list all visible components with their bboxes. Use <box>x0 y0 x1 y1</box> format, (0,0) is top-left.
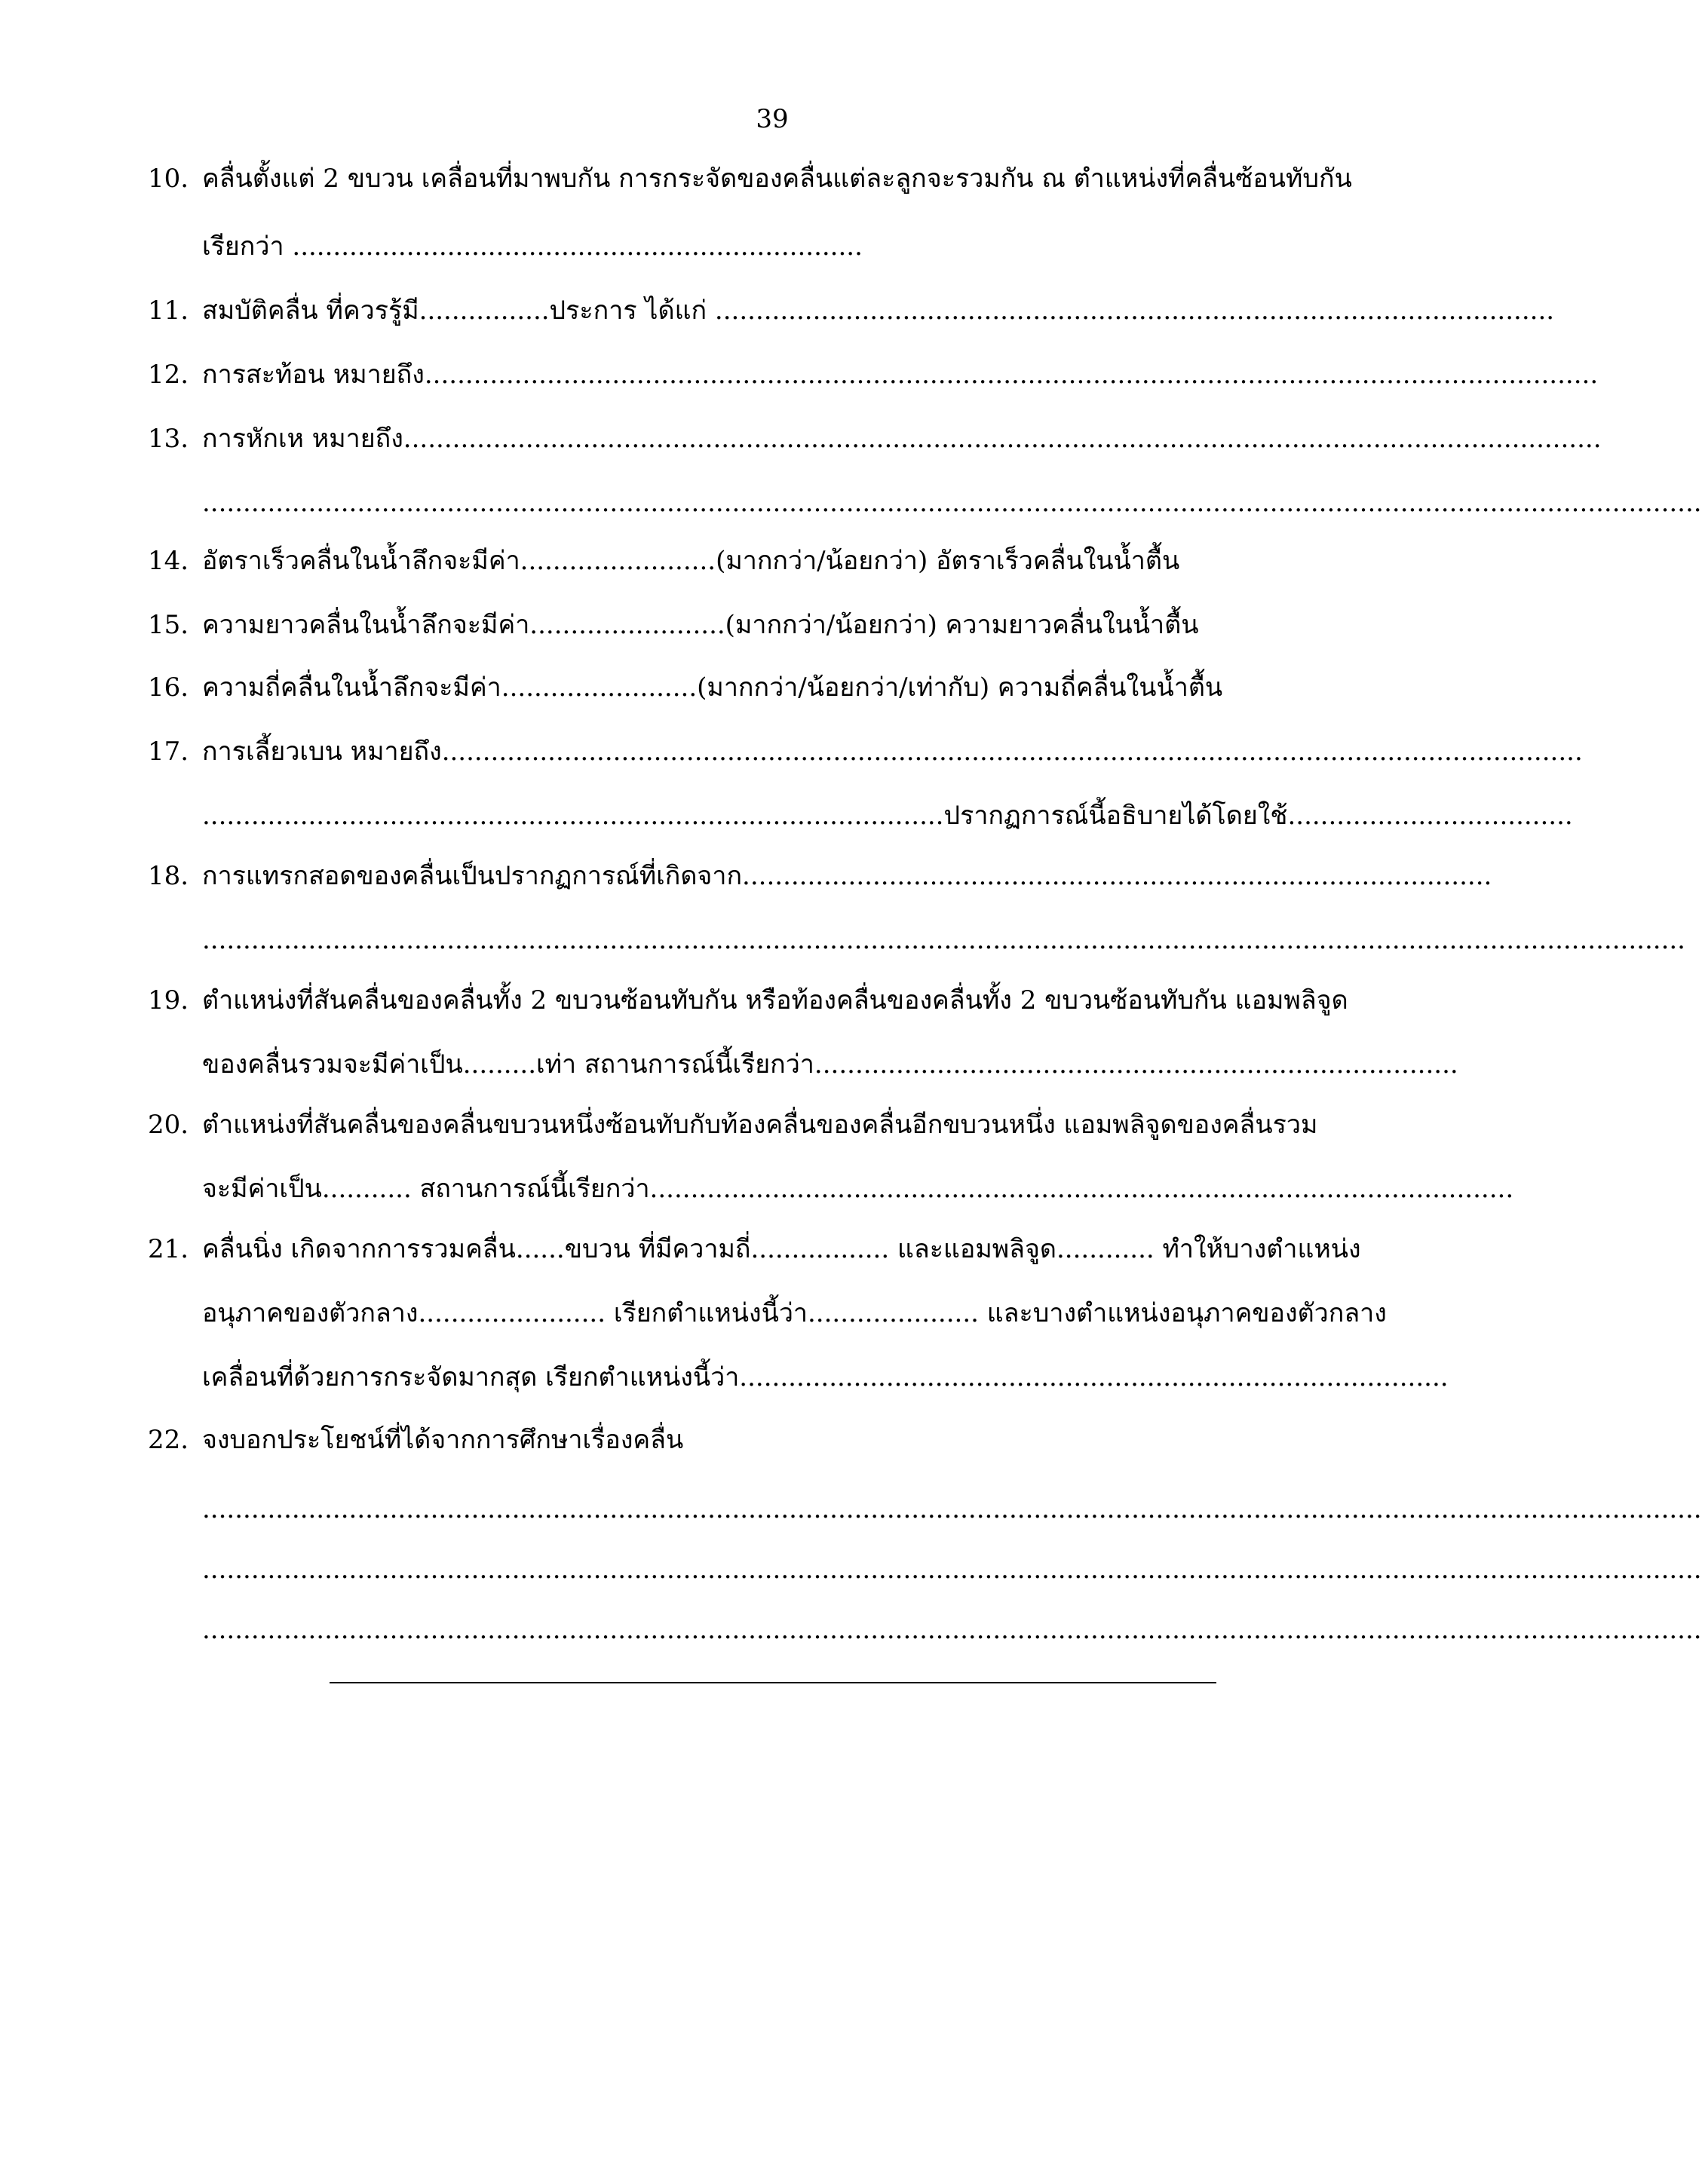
question-20-line-1 <box>148 1093 1407 1156</box>
question-number: 12. <box>148 360 189 390</box>
question-number: 15. <box>148 610 189 640</box>
question-text: ........................................................................................................................................................................................ <box>202 488 1702 518</box>
page-number: 39 <box>756 104 789 134</box>
question-text: ความยาวคลื่นในน้ำลึกจะมีค่า........................(มากกว่า/น้อยกว่า) ความยาวคลื่นในน้ำตื้น <box>202 610 1199 640</box>
question-13-line-1 <box>148 407 1602 470</box>
question-20-line-2 <box>148 1157 1514 1221</box>
question-10-line-1 <box>148 147 1407 210</box>
question-text: จงบอกประโยชน์ที่ได้จากการศึกษาเรื่องคลื่น <box>202 1425 684 1455</box>
question-text: การหักเห หมายถึง................................................................................................................................................... <box>202 424 1602 454</box>
question-22 <box>148 1408 1407 1472</box>
question-number: 14. <box>148 546 189 576</box>
question-text: คลื่นนิ่ง เกิดจากการรวมคลื่น......ขบวน ที่มีความถี่................. และแอมพลิจูด............ ทำให้บางตำแหน่ง <box>202 1234 1361 1264</box>
question-11 <box>148 279 1555 342</box>
answer-line-2 <box>148 1538 1702 1601</box>
question-number: 22. <box>148 1425 189 1455</box>
question-19-line-1 <box>148 969 1407 1032</box>
question-13-line-2 <box>148 471 1702 535</box>
section-divider-rule <box>330 1682 1216 1683</box>
question-text: เคลื่อนที่ด้วยการกระจัดมากสุด เรียกตำแหน่งนี้ว่า....................................................................................... <box>202 1362 1449 1392</box>
question-17-line-2 <box>148 784 1573 847</box>
question-number: 18. <box>148 861 189 891</box>
question-text: การแทรกสอดของคลื่นเป็นปรากฏการณ์ที่เกิดจาก............................................................................................ <box>202 861 1492 891</box>
question-number: 20. <box>148 1110 189 1140</box>
question-14 <box>148 529 1407 593</box>
question-10-line-2 <box>148 215 1407 278</box>
question-text: ตำแหน่งที่สันคลื่นของคลื่นทั้ง 2 ขบวนซ้อนทับกัน หรือท้องคลื่นของคลื่นทั้ง 2 ขบวนซ้อนทับกัน แอมพลิจูด <box>202 985 1348 1015</box>
question-number: 11. <box>148 296 189 326</box>
question-text: การสะท้อน หมายถึง................................................................................................................................................ <box>202 360 1599 390</box>
answer-blank: ........................................................................................................................................................................................ <box>202 1555 1702 1585</box>
question-12 <box>148 343 1599 406</box>
question-text: คลื่นตั้งแต่ 2 ขบวน เคลื่อนที่มาพบกัน การกระจัดของคลื่นแต่ละลูกจะรวมกัน ณ ตำแหน่งที่คลื่นซ้อนทับกัน <box>202 164 1352 194</box>
question-number: 19. <box>148 985 189 1015</box>
question-19-line-2 <box>148 1033 1458 1096</box>
question-text: ของคลื่นรวมจะมีค่าเป็น.........เท่า สถานการณ์นี้เรียกว่า............................................................................... <box>202 1049 1458 1080</box>
question-number: 16. <box>148 672 189 703</box>
question-text: สมบัติคลื่น ที่ควรรู้มี................ประการ ได้แก่ ....................................................................................................... <box>202 296 1555 326</box>
question-15 <box>148 593 1407 657</box>
question-17-line-1 <box>148 720 1583 783</box>
question-text: ตำแหน่งที่สันคลื่นของคลื่นขบวนหนึ่งซ้อนทับกับท้องคลื่นของคลื่นอีกขบวนหนึ่ง แอมพลิจูดของคลื่นรวม <box>202 1110 1318 1140</box>
question-text: ความถี่คลื่นในน้ำลึกจะมีค่า........................(มากกว่า/น้อยกว่า/เท่ากับ) ความถี่คลื่นในน้ำตื้น <box>202 672 1223 703</box>
question-21-line-2 <box>148 1282 1407 1345</box>
question-text: จะมีค่าเป็น........... สถานการณ์นี้เรียกว่า.......................................................................................................... <box>202 1174 1514 1204</box>
question-18-line-1 <box>148 844 1492 908</box>
answer-blank: ........................................................................................................................................................................................ <box>202 1615 1702 1645</box>
question-21-line-1 <box>148 1218 1407 1281</box>
answer-blank: ........................................................................................................................................................................................ <box>202 1494 1702 1524</box>
question-text: ...................................................................................................................................................................................... <box>202 925 1685 955</box>
question-text: อัตราเร็วคลื่นในน้ำลึกจะมีค่า........................(มากกว่า/น้อยกว่า) อัตราเร็วคลื่นในน้ำตื้น <box>202 546 1180 576</box>
question-text: การเลี้ยวเบน หมายถึง............................................................................................................................................ <box>202 737 1583 767</box>
question-text: ...........................................................................................ปรากฏการณ์นี้อธิบายได้โดยใช้................................... <box>202 801 1573 831</box>
question-number: 10. <box>148 164 189 194</box>
question-21-line-3 <box>148 1346 1449 1409</box>
question-number: 21. <box>148 1234 189 1264</box>
answer-line-3 <box>148 1598 1702 1662</box>
question-16 <box>148 656 1407 719</box>
question-number: 13. <box>148 424 189 454</box>
answer-line-1 <box>148 1478 1702 1541</box>
question-18-line-2 <box>148 908 1685 972</box>
question-text: อนุภาคของตัวกลาง....................... เรียกตำแหน่งนี้ว่า..................... และบางตำแหน่งอนุภาคของตัวกลาง <box>202 1298 1387 1328</box>
question-text: เรียกว่า ...................................................................... <box>202 231 863 262</box>
question-number: 17. <box>148 737 189 767</box>
